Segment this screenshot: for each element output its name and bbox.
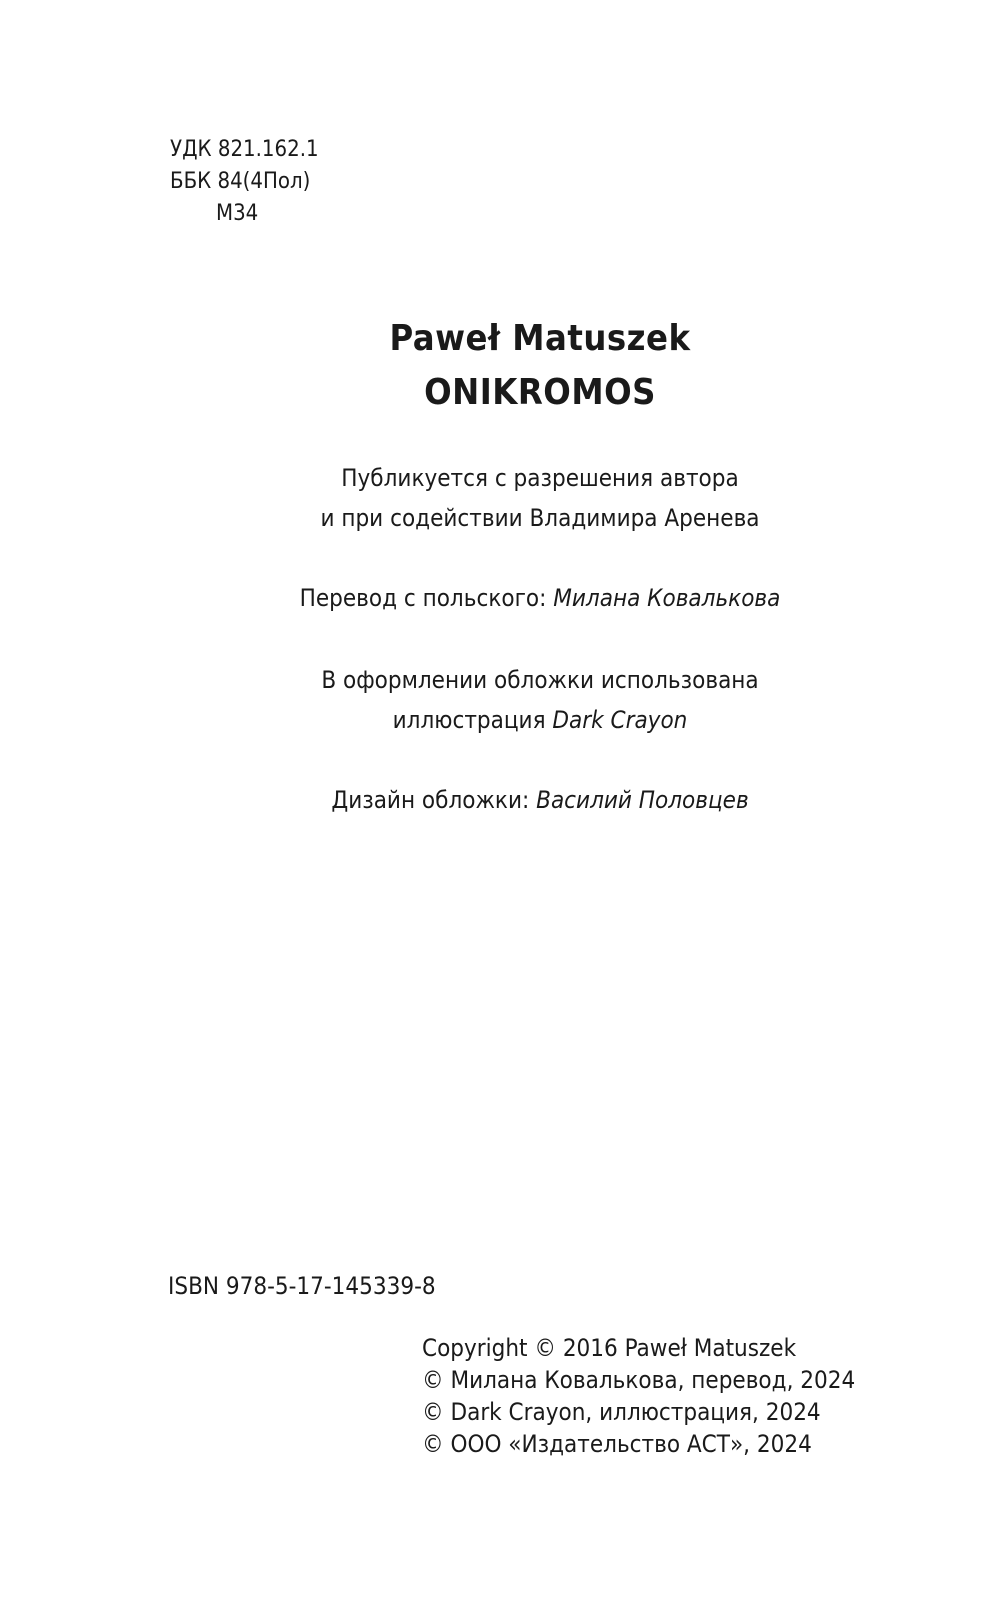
permission-note [0, 458, 1000, 538]
author-name: Paweł Matuszek [389, 318, 691, 359]
classification-codes [170, 134, 319, 230]
cover-illustration-line-2 [0, 700, 1000, 740]
cover-illustration-line-1: В оформлении обложки использована [321, 666, 759, 694]
permission-line-2: и при содействии Владимира Аренева [320, 504, 760, 532]
permission-line-1: Публикуется с разрешения автора [341, 464, 739, 492]
designer-name: Василий Половцев [536, 786, 749, 814]
translator-name: Милана Ковалькова [553, 584, 781, 612]
udk-code: УДК 821.162.1 [170, 137, 319, 162]
copyright-line: © ООО «Издательство АСТ», 2024 [422, 1430, 812, 1458]
copyright-line: © Милана Ковалькова, перевод, 2024 [422, 1366, 856, 1394]
author-mark: М34 [216, 201, 259, 226]
translation-label: Перевод с польского: [299, 584, 554, 612]
book-title: ONIKROMOS [424, 372, 656, 413]
illustrator-name: Dark Crayon [552, 706, 688, 734]
title-block [0, 312, 1000, 420]
cover-illustration-credit [0, 660, 1000, 740]
copyright-line: © Dark Crayon, иллюстрация, 2024 [422, 1398, 821, 1426]
copyright-line: Copyright © 2016 Paweł Matuszek [422, 1334, 797, 1362]
isbn: ISBN 978-5-17-145339-8 [168, 1272, 436, 1300]
copyright-block [422, 1332, 855, 1460]
cover-design-label: Дизайн обложки: [331, 786, 537, 814]
illustration-prefix: иллюстрация [392, 706, 553, 734]
bbk-code: ББК 84(4Пол) [170, 169, 311, 194]
translation-credit [0, 578, 1000, 618]
cover-design-credit [0, 780, 1000, 820]
